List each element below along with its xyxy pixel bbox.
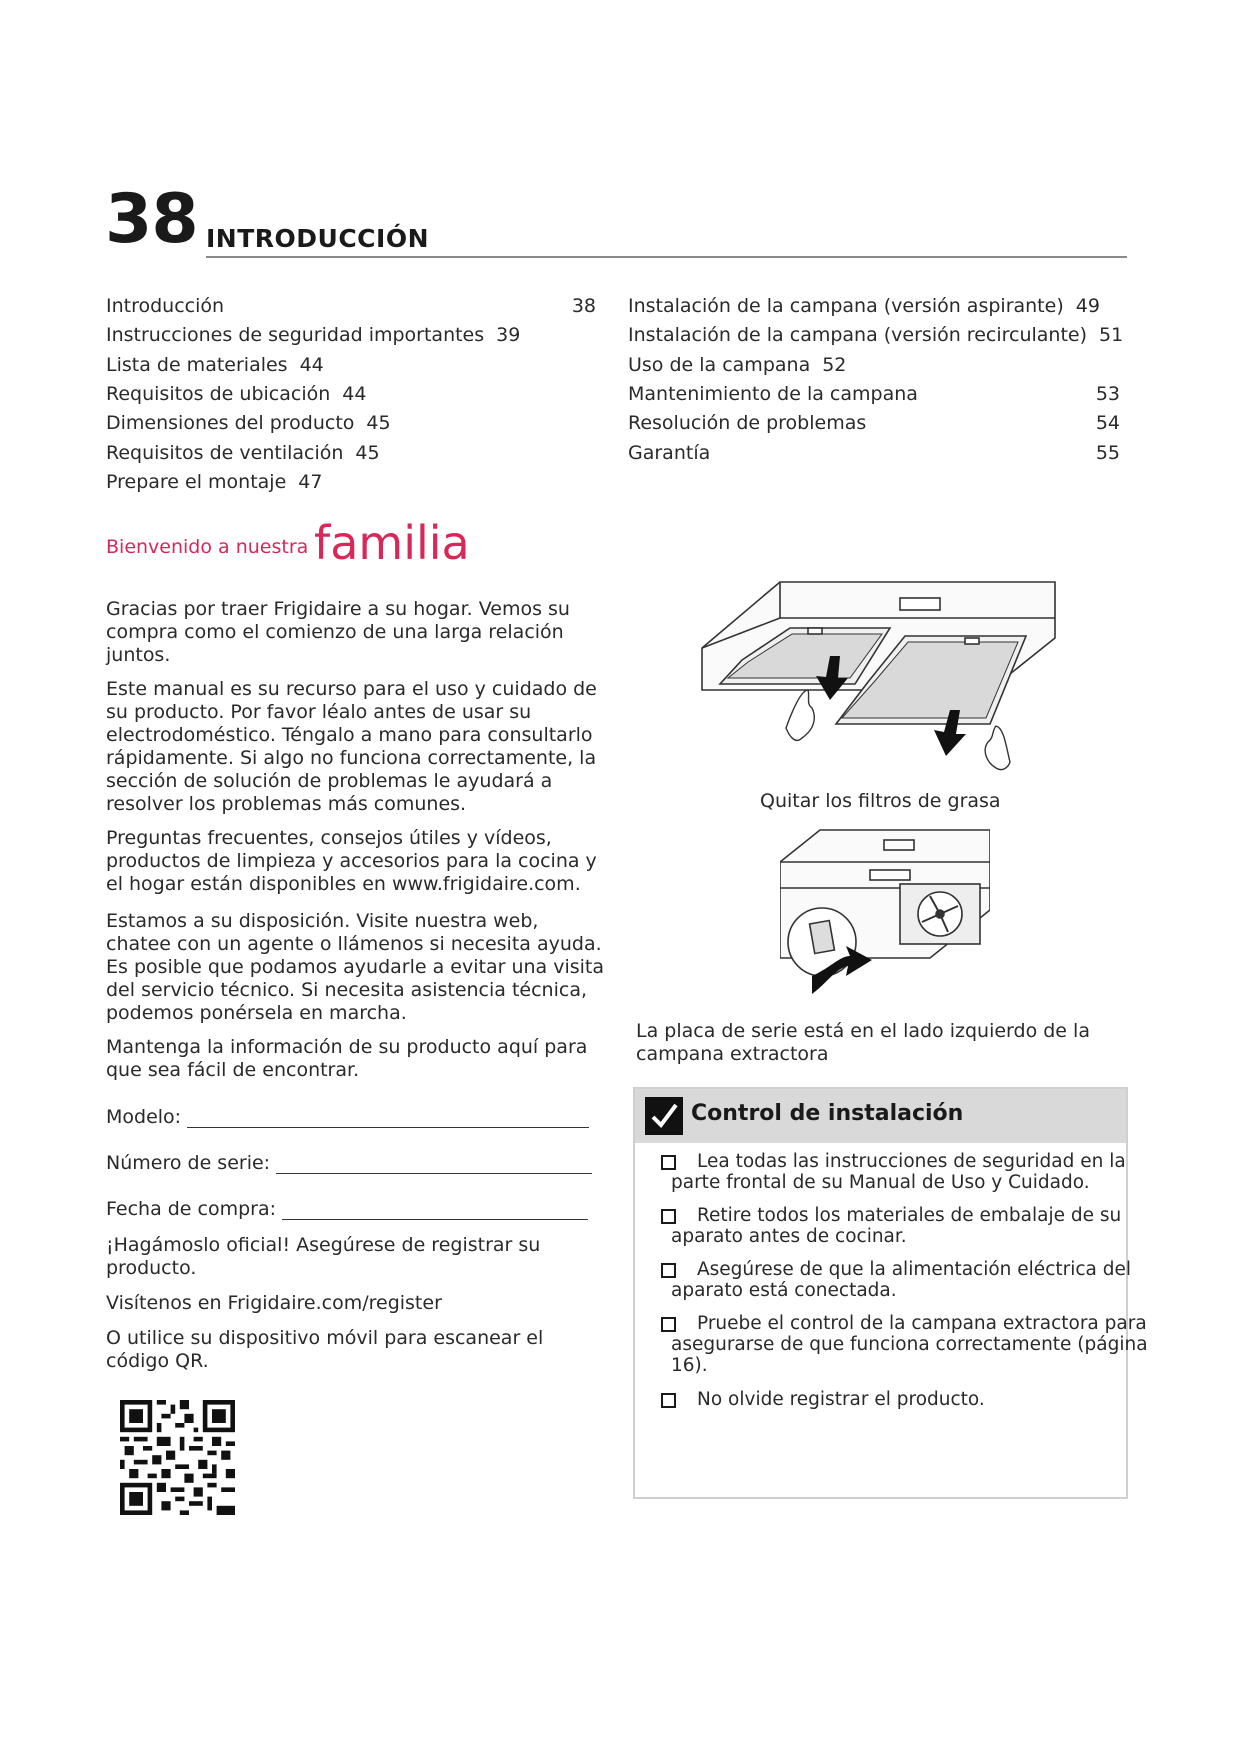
toc-item-page: 47	[298, 471, 323, 493]
product-info-paragraph: Mantenga la información de su producto aquí para que sea fácil de encontrar.	[106, 1036, 588, 1081]
toc-item[interactable]	[106, 383, 366, 405]
toc-item[interactable]	[628, 412, 1120, 434]
serial-input-line[interactable]	[276, 1155, 592, 1174]
toc-item-label: Instrucciones de seguridad importantes	[106, 324, 485, 346]
toc-item[interactable]	[628, 442, 1120, 464]
manual-paragraph: Este manual es su recurso para el uso y cuidado de su producto. Por favor léalo antes de usar su electrodoméstico. Téngalo a mano para consultarlo rápidamente. Si algo no funciona correctamente, la sección de solución de problemas le ayudará a resolver los problemas más comunes.	[106, 678, 597, 815]
toc-item[interactable]	[628, 354, 846, 376]
toc-item-page: 45	[355, 442, 380, 464]
serial-plate-illustration	[780, 826, 990, 1002]
purchase-date-label: Fecha de compra:	[106, 1198, 277, 1220]
toc-item[interactable]	[106, 442, 380, 464]
register-paragraph: ¡Hagámoslo oficial! Asegúrese de registrar su producto.	[106, 1234, 541, 1279]
toc-item-label: Instalación de la campana (versión aspirante)	[628, 295, 1064, 317]
checklist-header	[635, 1089, 1126, 1143]
toc-item-label: Prepare el montaje	[106, 471, 287, 493]
toc-item-label: Resolución de problemas	[628, 412, 867, 434]
qr-paragraph: O utilice su dispositivo móvil para escanear el código QR.	[106, 1327, 544, 1372]
section-title: INTRODUCCIÓN	[206, 224, 430, 253]
intro-paragraph: Gracias por traer Frigidaire a su hogar. Vemos su compra como el comienzo de una larga relación juntos.	[106, 598, 570, 666]
toc-item-label: Introducción	[106, 295, 225, 317]
toc-item-page: 45	[366, 412, 391, 434]
toc-item[interactable]	[628, 383, 1120, 405]
serial-label: Número de serie:	[106, 1152, 271, 1174]
toc-item-page: 51	[1099, 324, 1124, 346]
toc-item-label: Lista de materiales	[106, 354, 288, 376]
toc-item-page: 38	[571, 295, 596, 317]
visit-paragraph: Visítenos en Frigidaire.com/register	[106, 1292, 442, 1314]
remove-filters-illustration	[690, 578, 1070, 788]
checklist-item-text: Pruebe el control de la campana extractora para asegurarse de que funciona correctamente (página 16).	[671, 1313, 1148, 1376]
toc-item[interactable]	[106, 324, 520, 346]
toc-item-page: 52	[822, 354, 847, 376]
checklist-item[interactable]	[661, 1151, 1151, 1195]
checklist-item[interactable]	[661, 1313, 1151, 1379]
toc-item-label: Mantenimiento de la campana	[628, 383, 918, 405]
checklist-item-text: Lea todas las instrucciones de seguridad en la parte frontal de su Manual de Uso y Cuidado.	[671, 1151, 1126, 1193]
support-paragraph: Estamos a su disposición. Visite nuestra web, chatee con un agente o llámenos si necesita ayuda. Es posible que podamos ayudarle a evitar una visita del servicio técnico. Si necesita asistencia técnica, podemos ponérsela en marcha.	[106, 910, 605, 1024]
installation-checklist	[633, 1087, 1148, 1499]
toc-item-label: Requisitos de ubicación	[106, 383, 331, 405]
checklist-item[interactable]	[661, 1389, 1151, 1411]
qr-code-icon[interactable]	[120, 1400, 235, 1515]
model-field[interactable]	[106, 1106, 589, 1128]
checklist-title: Control de instalación	[691, 1101, 964, 1126]
page-number: 38	[105, 180, 198, 259]
toc-item-label: Requisitos de ventilación	[106, 442, 344, 464]
serial-plate-caption: La placa de serie está en el lado izquierdo de la campana extractora	[636, 1020, 1090, 1065]
toc-item-page: 39	[496, 324, 521, 346]
checklist-item-text: No olvide registrar el producto.	[697, 1389, 985, 1410]
toc-item-label: Dimensiones del producto	[106, 412, 355, 434]
toc-item-label: Instalación de la campana (versión recirculante)	[628, 324, 1088, 346]
toc-item[interactable]	[628, 324, 1123, 346]
model-label: Modelo:	[106, 1106, 182, 1128]
toc-item-label: Garantía	[628, 442, 711, 464]
toc-item-page: 54	[1095, 412, 1120, 434]
serial-field[interactable]	[106, 1152, 592, 1174]
toc-item[interactable]	[106, 354, 324, 376]
toc-item-page: 55	[1095, 442, 1120, 464]
purchase-date-field[interactable]	[106, 1198, 588, 1220]
checklist-item-text: Asegúrese de que la alimentación eléctrica del aparato está conectada.	[671, 1259, 1132, 1301]
checklist-item[interactable]	[661, 1259, 1151, 1303]
checkmark-icon	[645, 1097, 683, 1135]
checklist-item-text: Retire todos los materiales de embalaje de su aparato antes de cocinar.	[671, 1205, 1122, 1247]
toc-item[interactable]	[106, 471, 322, 493]
toc-item-label: Uso de la campana	[628, 354, 811, 376]
welcome-heading-small: Bienvenido a nuestra	[106, 536, 309, 558]
toc-item[interactable]	[106, 295, 596, 317]
checklist-item[interactable]	[661, 1205, 1151, 1249]
model-input-line[interactable]	[187, 1109, 589, 1128]
toc-item-page: 53	[1095, 383, 1120, 405]
toc-item[interactable]	[628, 295, 1100, 317]
welcome-heading-big: familia	[314, 516, 470, 570]
faq-paragraph: Preguntas frecuentes, consejos útiles y vídeos, productos de limpieza y accesorios para la cocina y el hogar están disponibles en www.frigidaire.com.	[106, 827, 597, 895]
toc-item-page: 44	[299, 354, 324, 376]
toc-item[interactable]	[106, 412, 391, 434]
filters-caption: Quitar los filtros de grasa	[760, 790, 1001, 812]
title-divider	[206, 256, 1127, 258]
purchase-date-input-line[interactable]	[282, 1201, 588, 1220]
toc-item-page: 44	[342, 383, 367, 405]
toc-item-page: 49	[1075, 295, 1100, 317]
